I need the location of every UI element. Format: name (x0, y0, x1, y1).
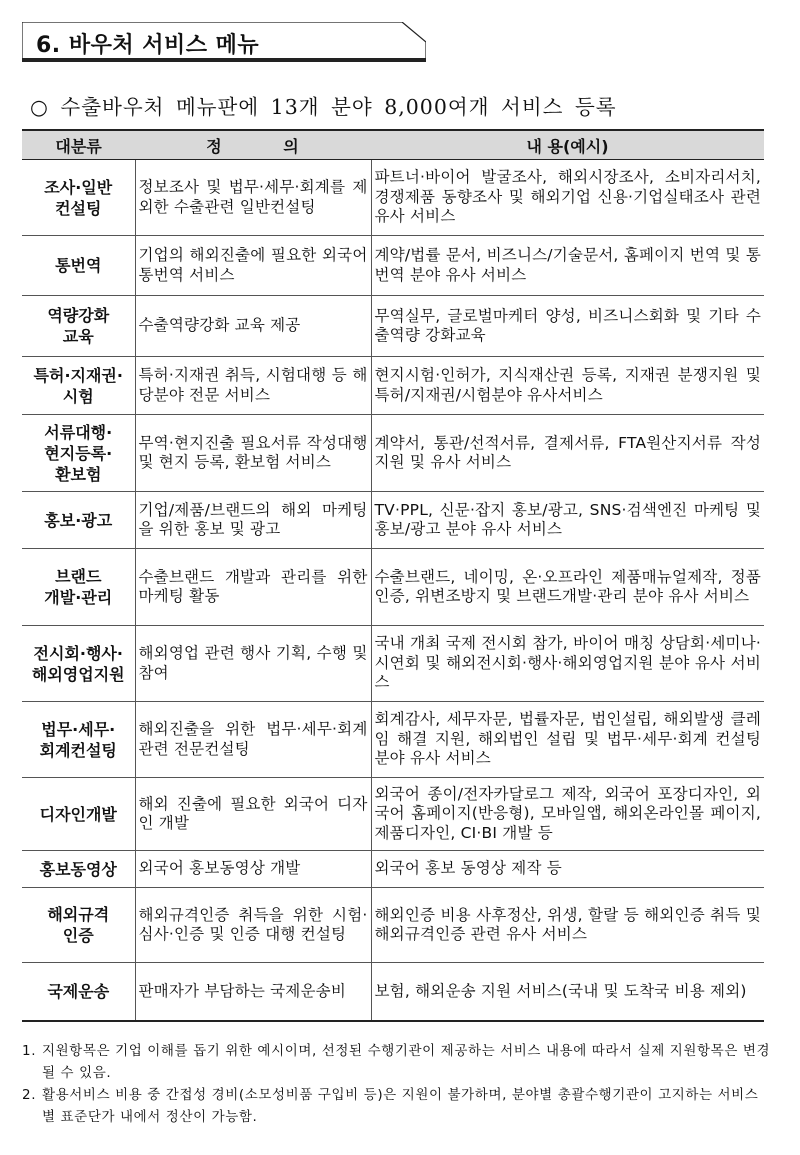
category-line: 회계컨설팅 (39, 740, 117, 760)
summary-text: 수출바우처 메뉴판에 13개 분야 8,000여개 서비스 등록 (60, 95, 617, 119)
row-content: 회계감사, 세무자문, 법률자문, 법인설립, 해외발생 클레임 해결 지원, 해외법인 설립 및 법무·세무·회계 컨설팅 분야 유사 서비스 (371, 702, 764, 778)
row-definition: 해외영업 관련 행사 기획, 수행 및 참여 (135, 626, 371, 702)
category-line: 해외영업지원 (31, 664, 125, 684)
row-content: 해외인증 비용 사후정산, 위생, 할랄 등 해외인증 취득 및 해외규격인증 관련 유사 서비스 (371, 888, 764, 963)
row-definition: 수출역량강화 교육 제공 (135, 296, 371, 357)
category-line: 특허·지재권· (33, 365, 123, 385)
table-row (22, 963, 764, 1021)
table-row (22, 702, 764, 778)
category-line: 현지등록· (44, 443, 113, 463)
row-category (22, 296, 135, 357)
footnote-number: 1. (22, 1043, 37, 1059)
row-category (22, 415, 135, 492)
category-line: 통번역 (55, 256, 102, 275)
table-row (22, 778, 764, 851)
voucher-menu-table (22, 129, 764, 1022)
row-definition: 기업/제품/브랜드의 해외 마케팅을 위한 홍보 및 광고 (135, 492, 371, 549)
category-line: 조사·일반 (44, 177, 113, 197)
row-definition: 무역·현지진출 필요서류 작성대행 및 현지 등록, 환보험 서비스 (135, 415, 371, 492)
header-definition: 정 의 (135, 130, 371, 160)
row-content: 외국어 홍보 동영상 제작 등 (371, 851, 764, 888)
section-title: 6. 바우처 서비스 메뉴 (36, 33, 260, 58)
row-content: 파트너·바이어 발굴조사, 해외시장조사, 소비자리서치, 경쟁제품 동향조사 및 해외기업 신용·기업실태조사 관련 유사 서비스 (371, 160, 764, 236)
category-line: 인증 (62, 926, 94, 945)
footnotes (22, 1040, 772, 1128)
row-category (22, 702, 135, 778)
table-row (22, 160, 764, 236)
row-content: 무역실무, 글로벌마케터 양성, 비즈니스회화 및 기타 수출역량 강화교육 (371, 296, 764, 357)
row-category (22, 851, 135, 888)
category-line: 역량강화 (47, 306, 110, 325)
bullet-icon: ○ (30, 95, 49, 119)
row-content: 수출브랜드, 네이밍, 온·오프라인 제품매뉴얼제작, 정품인증, 위변조방지 및 브랜드개발·관리 분야 유사 서비스 (371, 549, 764, 626)
row-category (22, 626, 135, 702)
row-definition: 해외 진출에 필요한 외국어 디자인 개발 (135, 778, 371, 851)
row-definition: 기업의 해외진출에 필요한 외국어 통번역 서비스 (135, 236, 371, 296)
category-line: 서류대행· (44, 422, 113, 442)
row-category (22, 778, 135, 851)
table-header-row (22, 130, 764, 160)
footnote-text: 활용서비스 비용 중 간접성 경비(소모성비품 구입비 등)은 지원이 불가하며, 분야별 총괄수행기관이 고지하는 서비스별 표준단가 내에서 정산이 가능함. (42, 1087, 759, 1125)
row-definition: 정보조사 및 법무·세무·회계를 제외한 수출관련 일반컨설팅 (135, 160, 371, 236)
footnote (22, 1040, 772, 1084)
row-category (22, 888, 135, 963)
row-definition: 해외규격인증 취득을 위한 시험·심사·인증 및 인증 대행 컨설팅 (135, 888, 371, 963)
footnote-number: 2. (22, 1087, 37, 1103)
summary-line (30, 90, 617, 120)
row-category (22, 357, 135, 415)
header-category: 대분류 (22, 130, 135, 160)
row-category (22, 160, 135, 236)
table-row (22, 357, 764, 415)
category-line: 환보험 (55, 464, 102, 484)
row-definition: 판매자가 부담하는 국제운송비 (135, 963, 371, 1021)
table-row (22, 236, 764, 296)
row-category (22, 963, 135, 1021)
category-line: 디자인개발 (39, 804, 117, 824)
row-definition: 수출브랜드 개발과 관리를 위한 마케팅 활동 (135, 549, 371, 626)
category-line: 시험 (62, 386, 94, 406)
footnote-text: 지원항목은 기업 이해를 돕기 위한 예시이며, 선정된 수행기관이 제공하는 서비스 내용에 따라서 실제 지원항목은 변경될 수 있음. (42, 1043, 771, 1081)
row-category (22, 492, 135, 549)
header-content: 내 용(예시) (371, 130, 764, 160)
table-row (22, 888, 764, 963)
row-definition: 해외진출을 위한 법무·세무·회계 관련 전문컨설팅 (135, 702, 371, 778)
category-line: 국제운송 (47, 981, 110, 1001)
category-line: 브랜드 (55, 567, 102, 586)
category-line: 전시회·행사· (33, 643, 123, 663)
row-content: 국내 개최 국제 전시회 참가, 바이어 매칭 상담회·세미나·시연회 및 해외전시회·행사·해외영업지원 분야 유사 서비스 (371, 626, 764, 702)
table-row (22, 296, 764, 357)
row-content: TV·PPL, 신문·잡지 홍보/광고, SNS·검색엔진 마케팅 및 홍보/광고 분야 유사 서비스 (371, 492, 764, 549)
row-definition: 외국어 홍보동영상 개발 (135, 851, 371, 888)
row-definition: 특허·지재권 취득, 시험대행 등 해당분야 전문 서비스 (135, 357, 371, 415)
category-line: 교육 (62, 327, 94, 346)
category-line: 해외규격 (47, 905, 110, 924)
category-line: 홍보동영상 (39, 859, 117, 879)
row-content: 외국어 종이/전자카달로그 제작, 외국어 포장디자인, 외국어 홈페이지(반응형), 모바일앱, 해외온라인몰 페이지, 제품디자인, CI·BI 개발 등 (371, 778, 764, 851)
footnote (22, 1084, 772, 1128)
row-content: 현지시험·인허가, 지식재산권 등록, 지재권 분쟁지원 및 특허/지재권/시험분야 유사서비스 (371, 357, 764, 415)
row-content: 계약/법률 문서, 비즈니스/기술문서, 홈페이지 번역 및 통번역 분야 유사 서비스 (371, 236, 764, 296)
row-category (22, 549, 135, 626)
row-content: 계약서, 통관/선적서류, 결제서류, FTA원산지서류 작성 지원 및 유사 서비스 (371, 415, 764, 492)
row-category (22, 236, 135, 296)
row-content: 보험, 해외운송 지원 서비스(국내 및 도착국 비용 제외) (371, 963, 764, 1021)
section-header (22, 22, 426, 62)
table-row (22, 626, 764, 702)
table-row (22, 549, 764, 626)
category-line: 홍보·광고 (44, 510, 113, 530)
table-row (22, 851, 764, 888)
category-line: 개발·관리 (44, 588, 113, 607)
table-row (22, 415, 764, 492)
category-line: 컨설팅 (55, 198, 102, 218)
table-row (22, 492, 764, 549)
category-line: 법무·세무· (41, 719, 116, 739)
